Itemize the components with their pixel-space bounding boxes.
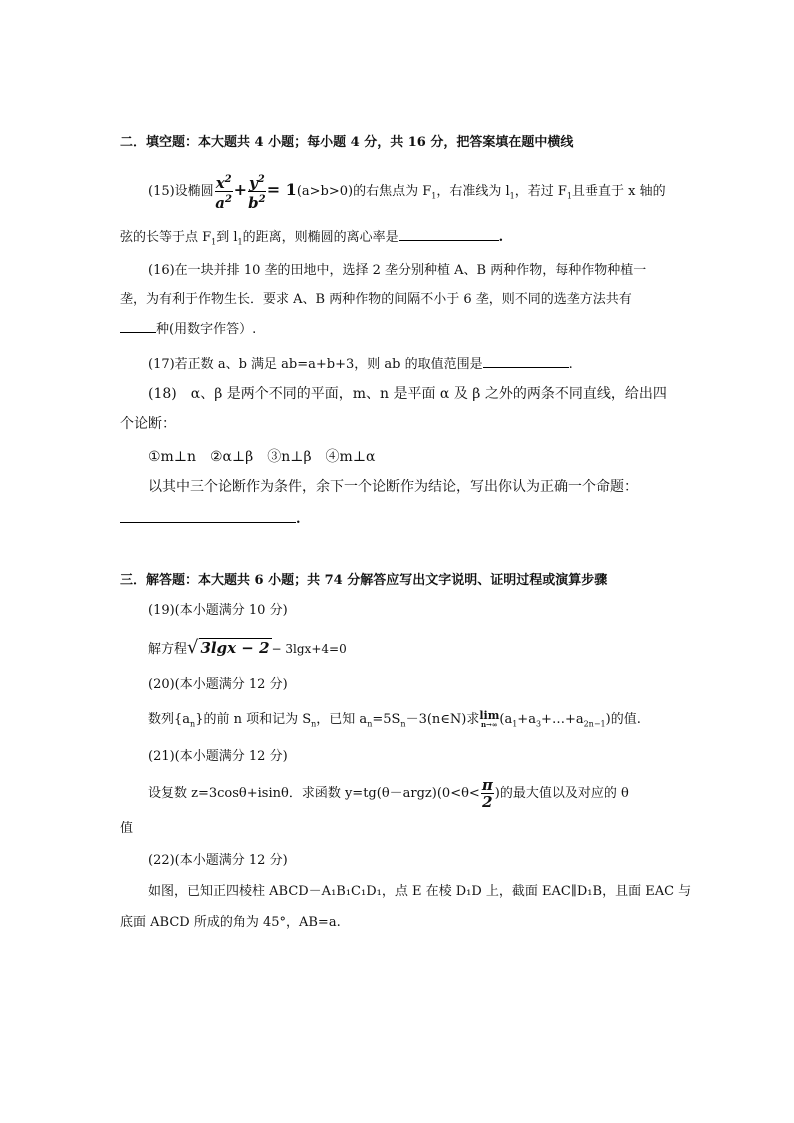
q17-answer-blank[interactable] — [483, 355, 569, 368]
question-20-header: (20)(本小题满分 12 分) — [148, 677, 288, 692]
question-20-body: 数列$\{a_n\}$的前 n 项和记为 $S_n$，已知 $a_n=5S_n-3(n\in N)$求 lim n→∞ $(a_1+a_3+\dots+a_{2n-1})$的值. — [148, 708, 641, 729]
q15-prefix: (15)设椭圆 — [148, 184, 214, 199]
q15-x-fraction: $\frac{x^2}{a^2}$ — [215, 174, 232, 212]
question-21-line2: 值 — [120, 821, 134, 836]
question-18-line4: 以其中三个论断作为条件，余下一个论断作为结论，写出你认为正确一个命题： — [148, 479, 638, 495]
question-18-answer-line: . — [120, 510, 301, 529]
question-18-options: ①m⊥n ②α⊥β ③n⊥β ④m⊥α — [148, 449, 376, 465]
q16-answer-blank[interactable] — [120, 320, 156, 333]
question-22-line2: 底面 ABCD 所成的角为 45°，AB=a. — [120, 915, 341, 930]
question-16-line2: 垄，为有利于作物生长．要求 A、B 两种作物的间隔不小于 6 垄，则不同的选垄方法共有 — [120, 292, 632, 307]
q21-fraction: $\frac{\pi}{2}$ — [481, 776, 493, 811]
question-21-body: 设复数 z=3cosθ+isinθ．求函数 y=tg(θ－argz)(0<θ< $\frac{\pi}{2}$ )的最大值以及对应的 θ — [148, 776, 629, 811]
question-17: (17)若正数 a、b 满足 ab=a+b+3，则 ab 的取值范围是 . — [148, 357, 573, 372]
question-19-equation: 解方程√ 3lgx − 2 − 3lgx+4=0 — [148, 637, 347, 658]
question-18-line2: 个论断： — [120, 416, 176, 432]
q19-sqrt: √ 3lgx − 2 — [187, 637, 270, 658]
q18-answer-blank[interactable] — [120, 510, 296, 523]
question-22-line1: 如图，已知正四棱柱 ABCD－A₁B₁C₁D₁，点 E 在棱 D₁D 上，截面 EAC∥D₁B，且面 EAC 与 — [148, 884, 692, 899]
question-16-line3: 种(用数字作答）. — [120, 320, 256, 339]
question-15-line2: 弦的长等于点 $F_1$到 $l_1$的距离，则椭圆的离心率是 . — [120, 230, 504, 247]
question-19-header: (19)(本小题满分 10 分) — [148, 603, 288, 618]
question-15-line1: (15)设椭圆 $\frac{x^2}{a^2}$ + $\frac{y^2}{b^2}$ = 1(a>b>0)的右焦点为 $F_1$，右准线为 $l_1$，若过 $F_1$且垂直于 x 轴的 — [148, 174, 666, 212]
question-16-line1: (16)在一块并排 10 垄的田地中，选择 2 垄分别种植 A、B 两种作物，每种作物种植一 — [148, 263, 647, 278]
question-21-header: (21)(本小题满分 12 分) — [148, 749, 288, 764]
question-22-header: (22)(本小题满分 12 分) — [148, 853, 288, 868]
section-3-title: 三．解答题：本大题共 6 小题；共 74 分解答应写出文字说明、证明过程或演算步骤 — [120, 573, 608, 588]
question-18-line1: (18) α、β 是两个不同的平面，m、n 是平面 α 及 β 之外的两条不同直线，给出四 — [148, 386, 667, 402]
q20-limit: lim n→∞ — [479, 708, 500, 729]
q15-y-fraction: $\frac{y^2}{b^2}$ — [248, 174, 266, 212]
q15-answer-blank[interactable] — [399, 228, 499, 241]
section-2-title: 二．填空题：本大题共 4 小题；每小题 4 分，共 16 分，把答案填在题中横线 — [120, 135, 574, 150]
